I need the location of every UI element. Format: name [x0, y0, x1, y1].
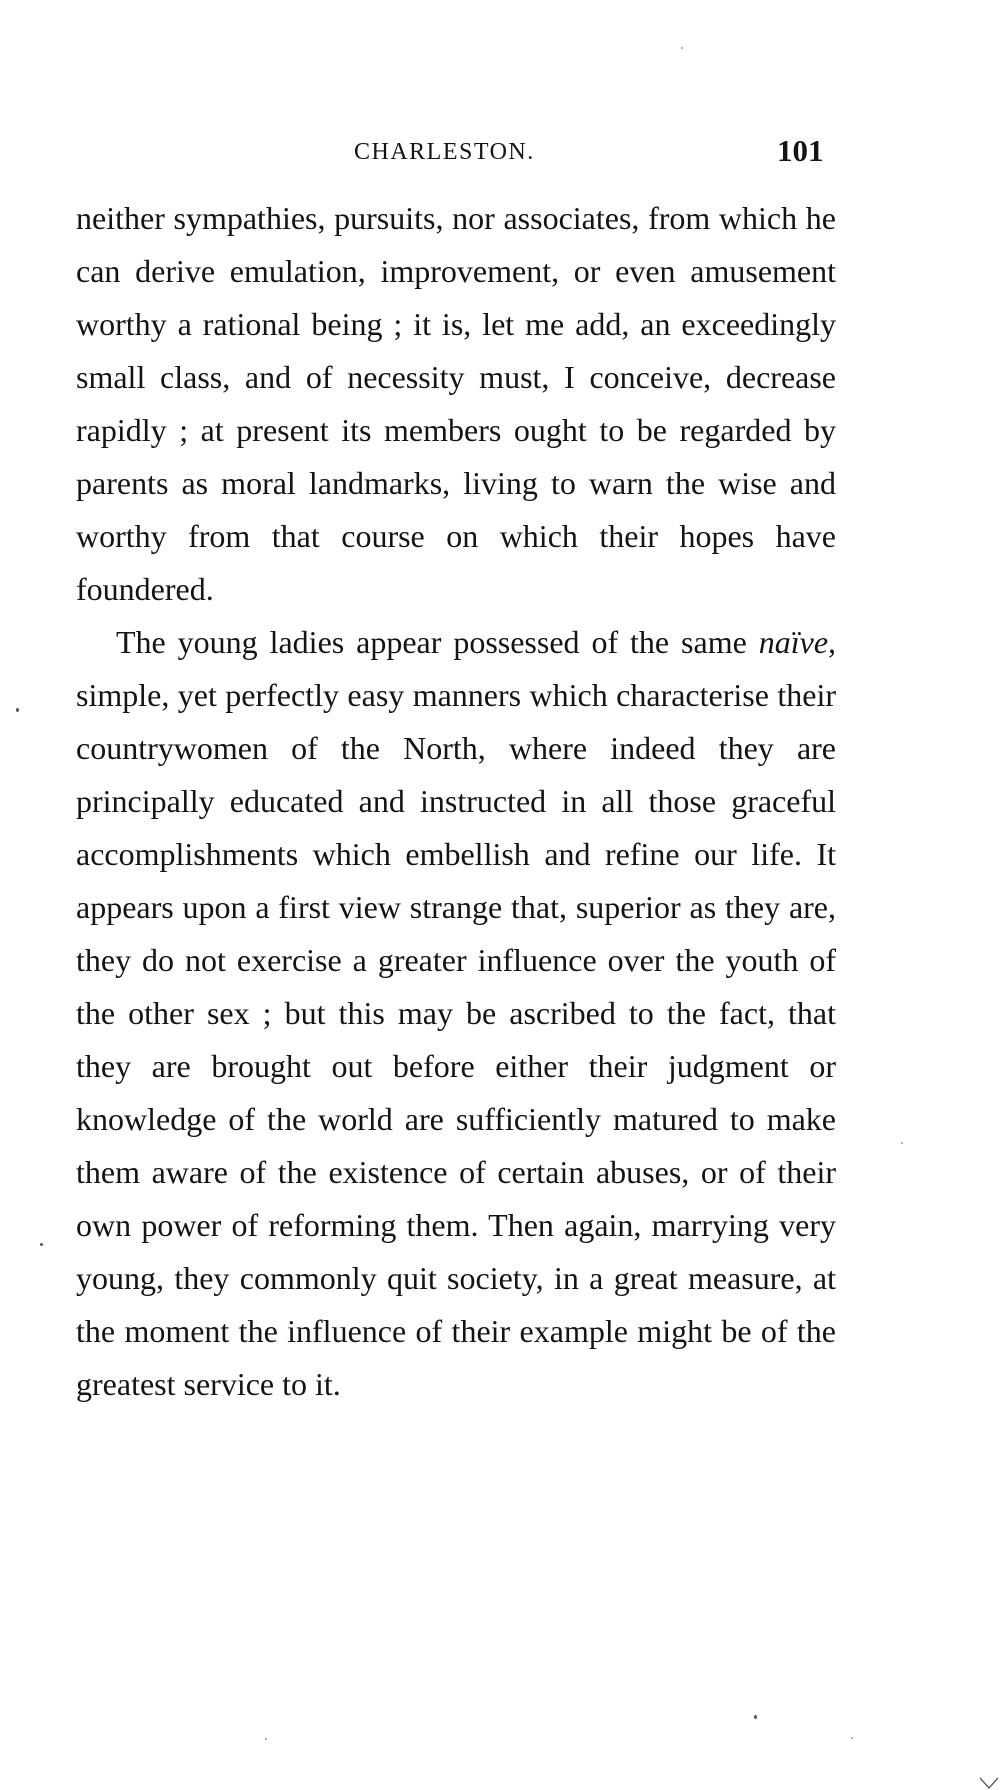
scan-speck	[901, 1142, 903, 1144]
italic-term: naïve,	[758, 624, 837, 660]
scan-speck	[40, 1243, 43, 1246]
paragraph-rest: simple, yet perfectly easy manners which characterise their countrywomen of the North, where indeed they are principally educated and instructed in all those graceful accomplishments which embellish and refine our life. It appears upon a first view strange that, superior as they are, they do not exercise a greater influence over the youth of the other sex ; but this may be ascribed to the fact, that they are brought out before either their judgment or knowledge of the world are sufficiently matured to make them aware of the existence of certain abuses, or of their own power of reforming them. Then again, marrying very young, they commonly quit society, in a great measure, at the moment the influence of their example might be of the greatest service to it.	[76, 677, 836, 1402]
scan-speck	[16, 708, 19, 712]
running-title: CHARLESTON.	[354, 139, 535, 165]
running-head	[0, 133, 1000, 173]
body-text	[76, 192, 836, 1411]
scan-speck	[851, 1737, 853, 1739]
paragraph-lead: The young ladies appear possessed of the same	[116, 624, 747, 660]
scan-speck	[265, 1738, 267, 1740]
paragraph-young-ladies	[76, 616, 836, 1411]
scan-speck	[754, 1715, 757, 1719]
scan-speck	[681, 47, 683, 49]
paragraph-continuation: neither sympathies, pursuits, nor associates, from which he can derive emulation, improvement, or even amusement worthy a rational being ; it is, let me add, an exceedingly small class, and of necessity must, I conceive, decrease rapidly ; at present its members ought to be regarded by parents as moral landmarks, living to warn the wise and worthy from that course on which their hopes have foundered.	[76, 200, 836, 607]
page-number: 101	[777, 133, 824, 168]
corner-mark	[978, 1776, 1000, 1790]
